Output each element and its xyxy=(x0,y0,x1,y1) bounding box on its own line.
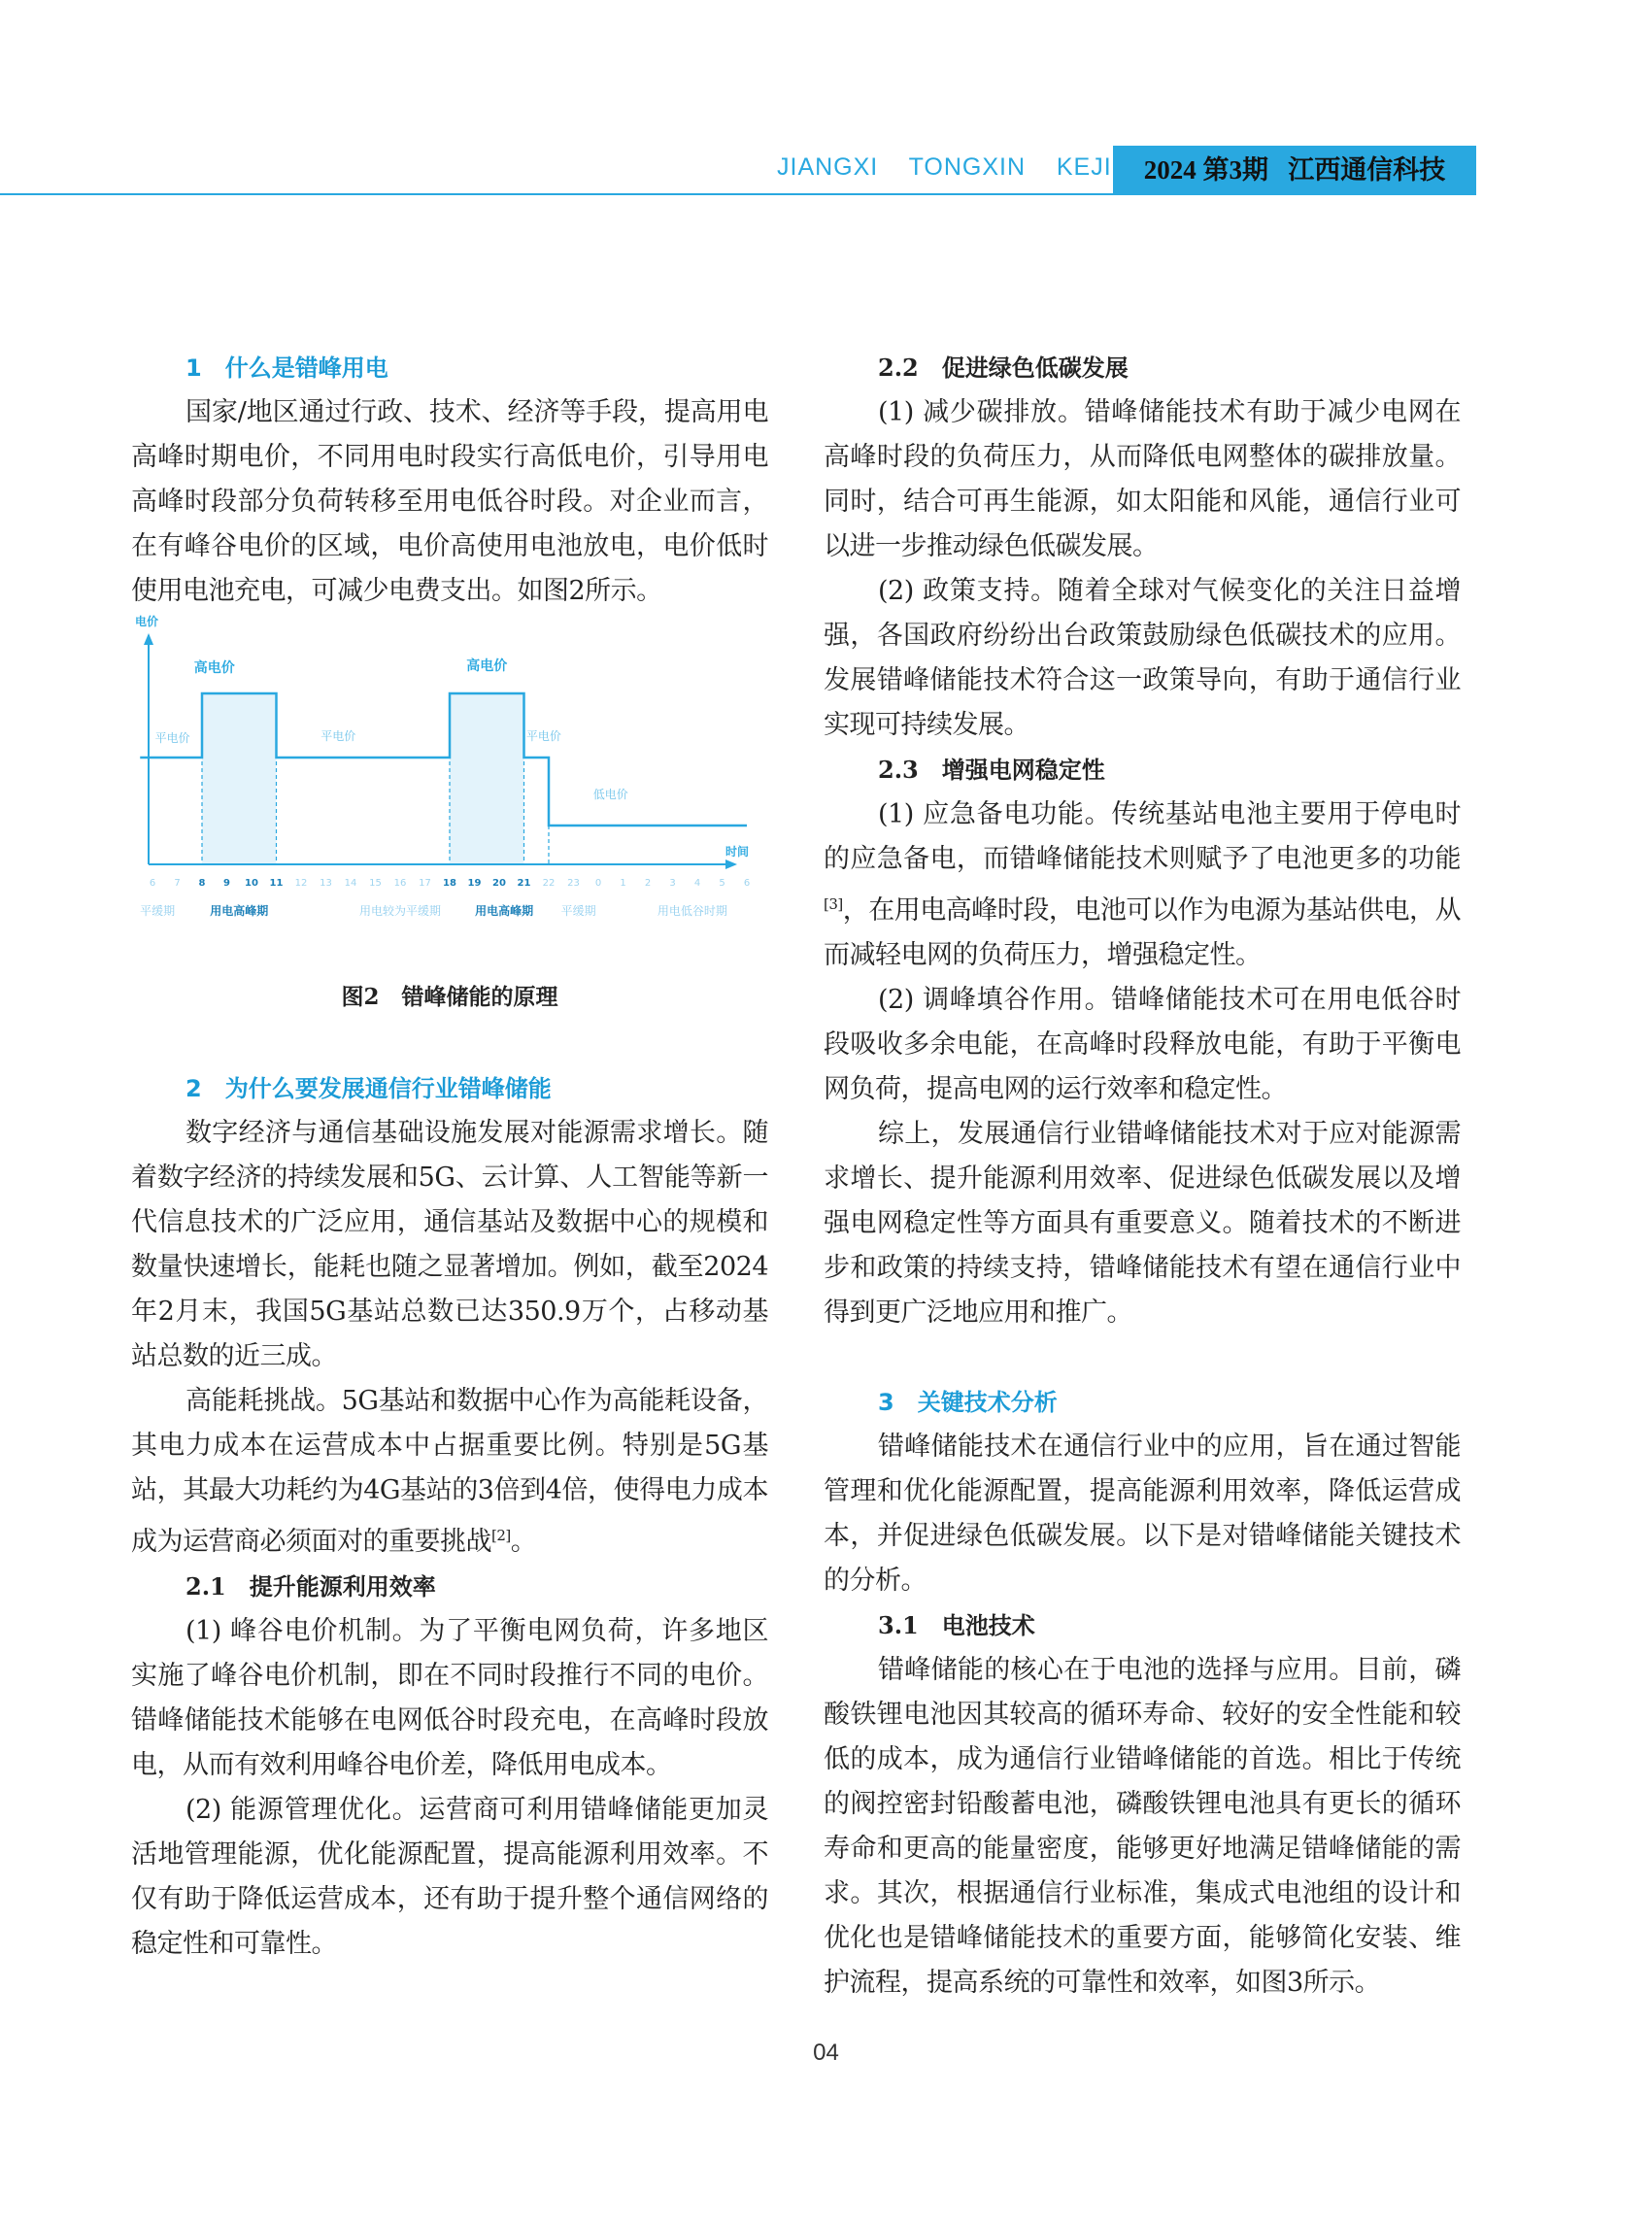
issue-label: 2024 第3期 xyxy=(1143,155,1268,185)
section-2-paragraph-2: 高能耗挑战。5G基站和数据中心作为高能耗设备，其电力成本在运营成本中占据重要比例。特别是5G基站，其最大功耗约为4G基站的3倍到4倍，使得电力成本成为运营商必须面对的重要挑战[2]。 xyxy=(131,1386,768,1557)
section-2-1-heading: 2.1 提升能源利用效率 xyxy=(185,1572,436,1601)
section-2-2-paragraph-1: (1) 减少碳排放。错峰储能技术有助于减少电网在高峰时段的负荷压力，从而降低电网整体的碳排放量。同时，结合可再生能源，如太阳能和风能，通信行业可以进一步推动绿色低碳发展。 xyxy=(824,397,1461,561)
journal-english-name: JIANGXI TONGXIN KEJI xyxy=(777,153,1112,181)
x-tick-label: 6 xyxy=(149,878,156,889)
price-label: 高电价 xyxy=(466,658,508,674)
section-3-heading: 3 关键技术分析 xyxy=(878,1389,1058,1416)
x-tick-label: 8 xyxy=(198,878,206,889)
price-label: 平电价 xyxy=(525,729,561,743)
x-tick-label: 0 xyxy=(594,878,602,889)
x-tick-label: 14 xyxy=(344,878,357,889)
x-tick-label: 19 xyxy=(467,878,482,889)
x-axis-label: 时间 xyxy=(725,845,750,859)
peak-region-1 xyxy=(450,693,524,864)
x-tick-label: 17 xyxy=(419,878,431,889)
reference-2: [2] xyxy=(491,1527,511,1544)
period-label: 用电较为平缓期 xyxy=(358,904,442,918)
section-2-1-paragraph-1: (1) 峰谷电价机制。为了平衡电网负荷，许多地区实施了峰谷电价机制，即在不同时段推行不同的电价。错峰储能技术能够在电网低谷时段充电，在高峰时段放电，从而有效利用峰谷电价差，降低用电成本。 xyxy=(131,1616,768,1780)
section-2-3-paragraph-2: (2) 调峰填谷作用。错峰储能技术可在用电低谷时段吸收多余电能，在高峰时段释放电能，有助于平衡电网负荷，提高电网的运行效率和稳定性。 xyxy=(824,985,1461,1104)
x-tick-label: 23 xyxy=(567,878,580,889)
x-tick-label: 22 xyxy=(542,878,556,889)
figure-2-chart xyxy=(131,614,768,973)
period-label: 平缓期 xyxy=(140,904,176,918)
section-2-2-paragraph-2: (2) 政策支持。随着全球对气候变化的关注日益增强，各国政府纷纷出台政策鼓励绿色低碳技术的应用。发展错峰储能技术符合这一政策导向，有助于通信行业实现可持续发展。 xyxy=(824,576,1461,740)
x-tick-label: 10 xyxy=(245,878,258,889)
x-tick-label: 9 xyxy=(223,878,230,889)
x-tick-label: 5 xyxy=(719,878,725,889)
price-label: 平电价 xyxy=(154,731,190,745)
x-tick-label: 20 xyxy=(492,878,506,889)
section-2-3-paragraph-3: 综上，发展通信行业错峰储能技术对于应对能源需求增长、提升能源利用效率、促进绿色低碳发展以及增强电网稳定性等方面具有重要意义。随着技术的不断进步和政策的持续支持，错峰储能技术有望在通信行业中得到更广泛地应用和推广。 xyxy=(824,1119,1461,1328)
period-label: 用电高峰期 xyxy=(210,904,269,918)
left-column xyxy=(131,346,768,1967)
section-2-1-paragraph-2: (2) 能源管理优化。运营商可利用错峰储能更加灵活地管理能源，优化能源配置，提高能源利用效率。不仅有助于降低运营成本，还有助于提升整个通信网络的稳定性和可靠性。 xyxy=(131,1795,768,1959)
right-column xyxy=(824,346,1461,2006)
section-1-paragraph: 国家/地区通过行政、技术、经济等手段，提高用电高峰时期电价，不同用电时段实行高低电价，引导用电高峰时段部分负荷转移至用电低谷时段。对企业而言，在有峰谷电价的区域，电价高使用电池放电，电价低时使用电池充电，可减少电费支出。如图2所示。 xyxy=(131,397,768,606)
x-tick-label: 2 xyxy=(644,878,652,889)
y-axis-label: 电价 xyxy=(135,615,159,628)
section-1-heading: 1 什么是错峰用电 xyxy=(185,354,388,382)
x-axis-arrow xyxy=(725,860,737,869)
journal-title: 江西通信科技 xyxy=(1288,155,1446,185)
x-tick-label: 21 xyxy=(517,878,531,889)
price-label: 高电价 xyxy=(193,660,235,676)
x-tick-label: 1 xyxy=(620,878,626,889)
peak-valley-chart-svg xyxy=(131,614,768,973)
period-label: 用电高峰期 xyxy=(475,904,534,918)
period-label: 平缓期 xyxy=(560,904,596,918)
x-tick-label: 15 xyxy=(369,878,382,889)
section-2-3-heading: 2.3 增强电网稳定性 xyxy=(878,756,1105,784)
x-tick-label: 11 xyxy=(269,878,284,889)
peak-region-0 xyxy=(202,693,277,864)
y-axis-arrow xyxy=(144,633,153,645)
x-tick-label: 3 xyxy=(669,878,676,889)
x-tick-label: 7 xyxy=(174,878,181,889)
price-label: 低电价 xyxy=(592,788,628,801)
section-2-paragraph-1: 数字经济与通信基础设施发展对能源需求增长。随着数字经济的持续发展和5G、云计算、人工智能等新一代信息技术的广泛应用，通信基站及数据中心的规模和数量快速增长，能耗也随之显著增加。例如，截至2024年2月末，我国5G基站总数已达350.9万个，占移动基站总数的近三成。 xyxy=(131,1118,768,1371)
section-2-3-paragraph-1: (1) 应急备电功能。传统基站电池主要用于停电时的应急备电，而错峰储能技术则赋予了电池更多的功能[3]，在用电高峰时段，电池可以作为电源为基站供电，从而减轻电网的负荷压力，增强稳定性。 xyxy=(824,799,1461,970)
section-3-1-paragraph: 错峰储能的核心在于电池的选择与应用。目前，磷酸铁锂电池因其较高的循环寿命、较好的安全性能和较低的成本，成为通信行业错峰储能的首选。相比于传统的阀控密封铅酸蓄电池，磷酸铁锂电池具有更长的循环寿命和更高的能量密度，能够更好地满足错峰储能的需求。其次，根据通信行业标准，集成式电池组的设计和优化也是错峰储能技术的重要方面，能够简化安装、维护流程，提高系统的可靠性和效率，如图3所示。 xyxy=(824,1655,1461,1998)
section-2-2-heading: 2.2 促进绿色低碳发展 xyxy=(878,354,1129,382)
figure-2-caption: 图2 错峰储能的原理 xyxy=(341,984,558,1010)
x-tick-label: 13 xyxy=(320,878,332,889)
x-tick-label: 4 xyxy=(693,878,701,889)
x-tick-label: 6 xyxy=(743,878,751,889)
x-tick-label: 16 xyxy=(393,878,407,889)
issue-badge xyxy=(1113,146,1476,195)
x-tick-label: 18 xyxy=(443,878,456,889)
reference-3: [3] xyxy=(824,895,843,913)
price-label: 平电价 xyxy=(320,729,356,743)
period-label: 用电低谷时期 xyxy=(657,904,727,918)
section-3-1-heading: 3.1 电池技术 xyxy=(878,1611,1035,1639)
section-3-paragraph: 错峰储能技术在通信行业中的应用，旨在通过智能管理和优化能源配置，提高能源利用效率，降低运营成本，并促进绿色低碳发展。以下是对错峰储能关键技术的分析。 xyxy=(824,1432,1461,1596)
x-tick-label: 12 xyxy=(294,878,308,889)
section-2-heading: 2 为什么要发展通信行业错峰储能 xyxy=(185,1075,552,1102)
page-number: 04 xyxy=(813,2040,839,2066)
